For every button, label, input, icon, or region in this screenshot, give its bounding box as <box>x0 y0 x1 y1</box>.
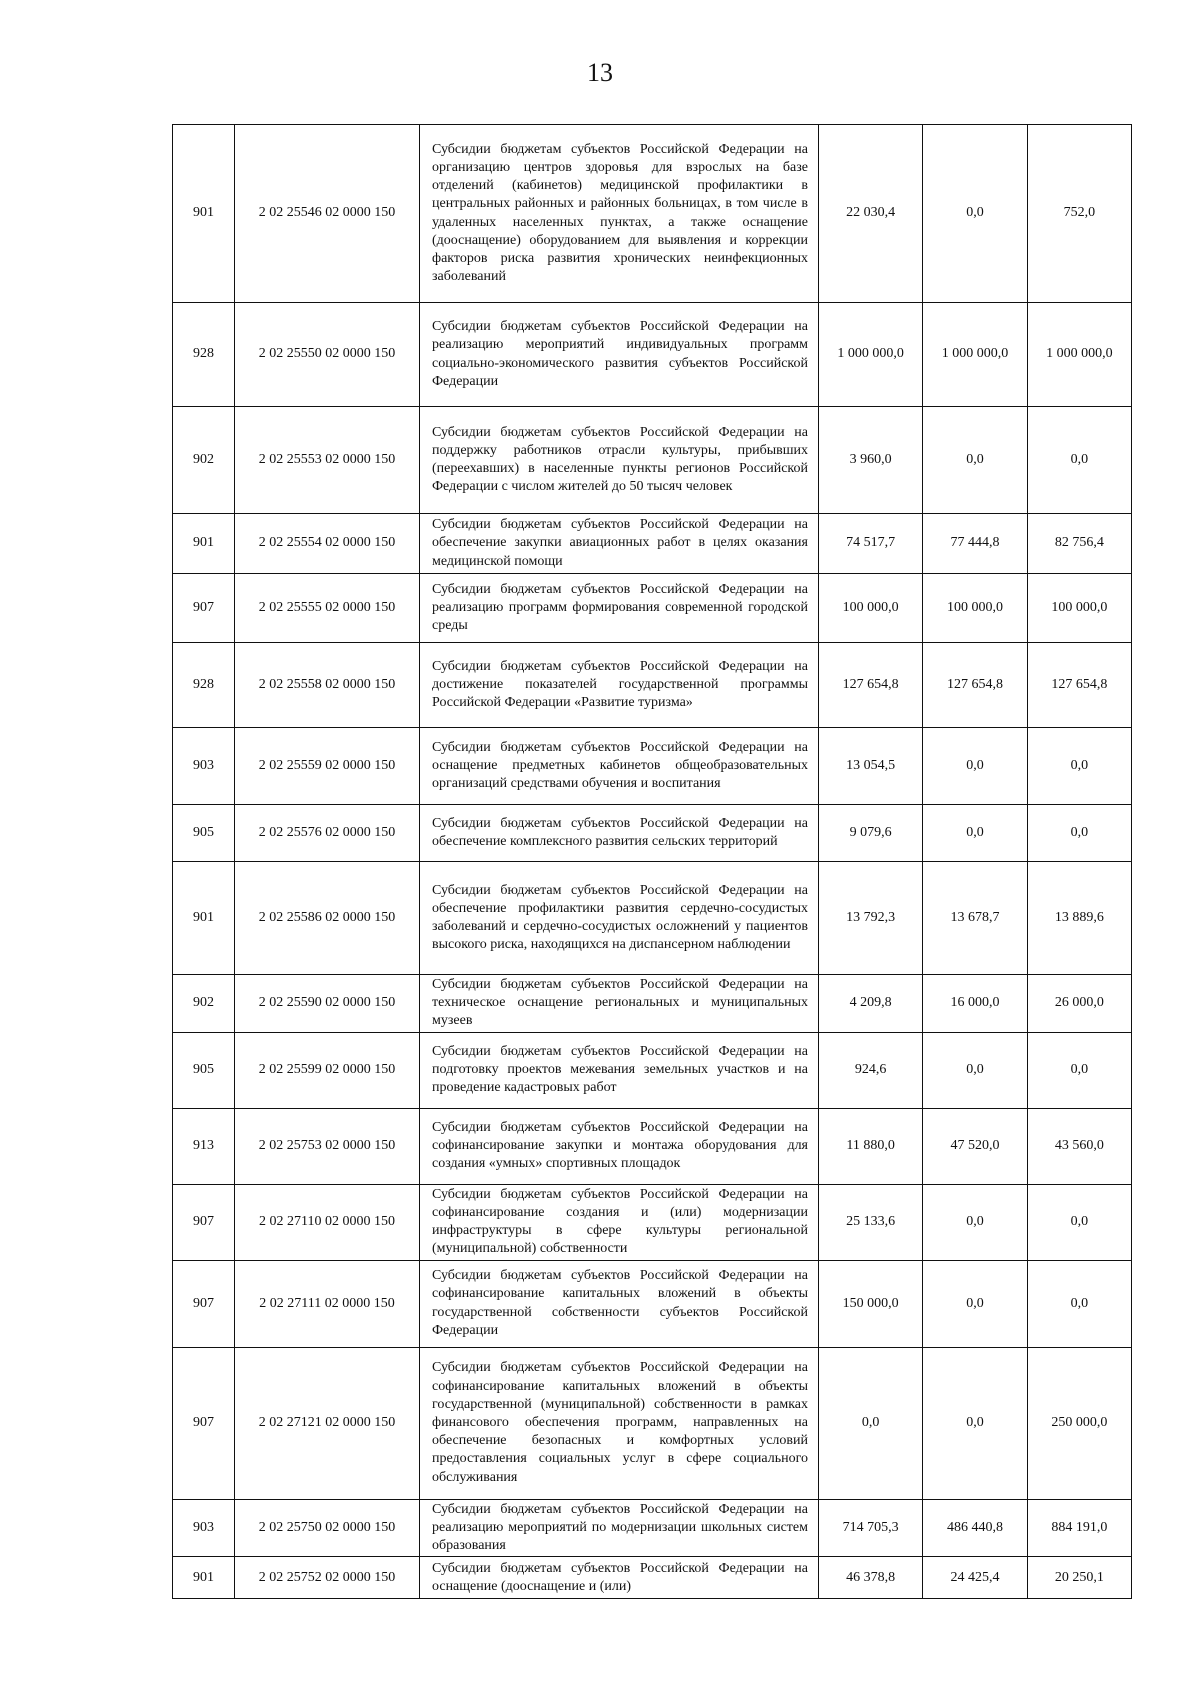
value-cell-2: 47 520,0 <box>923 1108 1027 1184</box>
table-row <box>173 407 1132 514</box>
description-cell: Субсидии бюджетам субъектов Российской Федерации на оснащение (дооснащение и (или) <box>420 1557 819 1599</box>
budget-code-cell: 2 02 25558 02 0000 150 <box>235 643 420 728</box>
value-cell-3: 13 889,6 <box>1027 862 1131 975</box>
value-cell-3: 752,0 <box>1027 125 1131 303</box>
value-cell-3: 0,0 <box>1027 728 1131 805</box>
table-row <box>173 1108 1132 1184</box>
value-cell-3: 26 000,0 <box>1027 975 1131 1033</box>
table-row <box>173 728 1132 805</box>
value-cell-1: 714 705,3 <box>819 1499 923 1557</box>
value-cell-1: 22 030,4 <box>819 125 923 303</box>
admin-code-cell: 903 <box>173 1499 235 1557</box>
value-cell-3: 884 191,0 <box>1027 1499 1131 1557</box>
description-cell: Субсидии бюджетам субъектов Российской Федерации на софинансирование капитальных вложений в объекты государственной (муниципальной) собственности в рамках финансового обеспечения программ, направленных на обеспечение безопасных и комфортных условий предоставления социальных услуг в сфере социального обслуживания <box>420 1347 819 1499</box>
value-cell-2: 127 654,8 <box>923 643 1027 728</box>
description-cell: Субсидии бюджетам субъектов Российской Федерации на техническое оснащение региональных и муниципальных музеев <box>420 975 819 1033</box>
value-cell-1: 150 000,0 <box>819 1260 923 1347</box>
description-cell: Субсидии бюджетам субъектов Российской Федерации на софинансирование капитальных вложений в объекты государственной собственности субъектов Российской Федерации <box>420 1260 819 1347</box>
value-cell-2: 13 678,7 <box>923 862 1027 975</box>
value-cell-1: 127 654,8 <box>819 643 923 728</box>
value-cell-3: 0,0 <box>1027 1032 1131 1108</box>
description-cell: Субсидии бюджетам субъектов Российской Федерации на обеспечение комплексного развития сельских территорий <box>420 805 819 862</box>
budget-table <box>172 124 1132 1599</box>
value-cell-1: 9 079,6 <box>819 805 923 862</box>
budget-code-cell: 2 02 25750 02 0000 150 <box>235 1499 420 1557</box>
value-cell-1: 13 792,3 <box>819 862 923 975</box>
table-row <box>173 643 1132 728</box>
table-row <box>173 1347 1132 1499</box>
value-cell-3: 0,0 <box>1027 407 1131 514</box>
value-cell-3: 43 560,0 <box>1027 1108 1131 1184</box>
value-cell-1: 25 133,6 <box>819 1184 923 1260</box>
description-cell: Субсидии бюджетам субъектов Российской Федерации на софинансирование создания и (или) модернизации инфраструктуры в сфере культуры региональной (муниципальной) собственности <box>420 1184 819 1260</box>
budget-code-cell: 2 02 25546 02 0000 150 <box>235 125 420 303</box>
value-cell-2: 0,0 <box>923 1032 1027 1108</box>
value-cell-1: 1 000 000,0 <box>819 303 923 407</box>
admin-code-cell: 907 <box>173 1184 235 1260</box>
budget-code-cell: 2 02 27110 02 0000 150 <box>235 1184 420 1260</box>
value-cell-3: 20 250,1 <box>1027 1557 1131 1599</box>
table-row <box>173 1260 1132 1347</box>
value-cell-1: 13 054,5 <box>819 728 923 805</box>
admin-code-cell: 903 <box>173 728 235 805</box>
table-row <box>173 1184 1132 1260</box>
budget-code-cell: 2 02 25553 02 0000 150 <box>235 407 420 514</box>
description-cell: Субсидии бюджетам субъектов Российской Федерации на подготовку проектов межевания земельных участков и на проведение кадастровых работ <box>420 1032 819 1108</box>
budget-code-cell: 2 02 25590 02 0000 150 <box>235 975 420 1033</box>
budget-code-cell: 2 02 25576 02 0000 150 <box>235 805 420 862</box>
admin-code-cell: 902 <box>173 407 235 514</box>
value-cell-3: 250 000,0 <box>1027 1347 1131 1499</box>
table-row <box>173 1557 1132 1599</box>
budget-code-cell: 2 02 25753 02 0000 150 <box>235 1108 420 1184</box>
value-cell-2: 486 440,8 <box>923 1499 1027 1557</box>
page-number: 13 <box>587 58 613 87</box>
description-cell: Субсидии бюджетам субъектов Российской Федерации на обеспечение закупки авиационных работ в целях оказания медицинской помощи <box>420 514 819 574</box>
table-row <box>173 975 1132 1033</box>
value-cell-2: 0,0 <box>923 407 1027 514</box>
description-cell: Субсидии бюджетам субъектов Российской Федерации на обеспечение профилактики развития сердечно-сосудистых заболеваний и сердечно-сосудистых осложнений у пациентов высокого риска, находящихся на диспансерном наблюдении <box>420 862 819 975</box>
value-cell-1: 924,6 <box>819 1032 923 1108</box>
value-cell-2: 0,0 <box>923 805 1027 862</box>
value-cell-2: 0,0 <box>923 1347 1027 1499</box>
admin-code-cell: 913 <box>173 1108 235 1184</box>
description-cell: Субсидии бюджетам субъектов Российской Федерации на достижение показателей государственной программы Российской Федерации «Развитие туризма» <box>420 643 819 728</box>
description-cell: Субсидии бюджетам субъектов Российской Федерации на реализацию мероприятий индивидуальных программ социально-экономического развития субъектов Российской Федерации <box>420 303 819 407</box>
value-cell-1: 11 880,0 <box>819 1108 923 1184</box>
budget-code-cell: 2 02 25559 02 0000 150 <box>235 728 420 805</box>
admin-code-cell: 928 <box>173 303 235 407</box>
admin-code-cell: 907 <box>173 1260 235 1347</box>
admin-code-cell: 905 <box>173 805 235 862</box>
description-cell: Субсидии бюджетам субъектов Российской Федерации на реализацию программ формирования современной городской среды <box>420 574 819 643</box>
budget-code-cell: 2 02 25550 02 0000 150 <box>235 303 420 407</box>
table-row <box>173 125 1132 303</box>
budget-code-cell: 2 02 25555 02 0000 150 <box>235 574 420 643</box>
value-cell-1: 100 000,0 <box>819 574 923 643</box>
table-row <box>173 1499 1132 1557</box>
admin-code-cell: 901 <box>173 862 235 975</box>
value-cell-3: 0,0 <box>1027 1260 1131 1347</box>
value-cell-2: 0,0 <box>923 1260 1027 1347</box>
value-cell-2: 0,0 <box>923 728 1027 805</box>
admin-code-cell: 905 <box>173 1032 235 1108</box>
table-row <box>173 805 1132 862</box>
admin-code-cell: 901 <box>173 125 235 303</box>
admin-code-cell: 902 <box>173 975 235 1033</box>
value-cell-2: 16 000,0 <box>923 975 1027 1033</box>
table-row <box>173 1032 1132 1108</box>
table-row <box>173 574 1132 643</box>
admin-code-cell: 901 <box>173 1557 235 1599</box>
description-cell: Субсидии бюджетам субъектов Российской Федерации на организацию центров здоровья для взрослых на базе отделений (кабинетов) медицинской профилактики в центральных районных и районных больницах, в том числе в удаленных населенных пунктах, а также оснащение (дооснащение) оборудованием для выявления и коррекции факторов риска развития хронических неинфекционных заболеваний <box>420 125 819 303</box>
value-cell-1: 3 960,0 <box>819 407 923 514</box>
value-cell-1: 0,0 <box>819 1347 923 1499</box>
value-cell-2: 1 000 000,0 <box>923 303 1027 407</box>
value-cell-3: 1 000 000,0 <box>1027 303 1131 407</box>
value-cell-2: 77 444,8 <box>923 514 1027 574</box>
description-cell: Субсидии бюджетам субъектов Российской Федерации на поддержку работников отрасли культуры, прибывших (переехавших) в населенные пункты регионов Российской Федерации с числом жителей до 50 тысяч человек <box>420 407 819 514</box>
description-cell: Субсидии бюджетам субъектов Российской Федерации на софинансирование закупки и монтажа оборудования для создания «умных» спортивных площадок <box>420 1108 819 1184</box>
description-cell: Субсидии бюджетам субъектов Российской Федерации на оснащение предметных кабинетов общеобразовательных организаций средствами обучения и воспитания <box>420 728 819 805</box>
budget-code-cell: 2 02 25554 02 0000 150 <box>235 514 420 574</box>
budget-code-cell: 2 02 25752 02 0000 150 <box>235 1557 420 1599</box>
admin-code-cell: 928 <box>173 643 235 728</box>
description-cell: Субсидии бюджетам субъектов Российской Федерации на реализацию мероприятий по модернизации школьных систем образования <box>420 1499 819 1557</box>
admin-code-cell: 907 <box>173 1347 235 1499</box>
budget-code-cell: 2 02 25599 02 0000 150 <box>235 1032 420 1108</box>
table-row <box>173 303 1132 407</box>
budget-code-cell: 2 02 27111 02 0000 150 <box>235 1260 420 1347</box>
value-cell-2: 100 000,0 <box>923 574 1027 643</box>
value-cell-3: 0,0 <box>1027 805 1131 862</box>
value-cell-1: 46 378,8 <box>819 1557 923 1599</box>
value-cell-1: 74 517,7 <box>819 514 923 574</box>
value-cell-3: 100 000,0 <box>1027 574 1131 643</box>
value-cell-2: 0,0 <box>923 1184 1027 1260</box>
table-row <box>173 862 1132 975</box>
budget-code-cell: 2 02 27121 02 0000 150 <box>235 1347 420 1499</box>
value-cell-2: 0,0 <box>923 125 1027 303</box>
value-cell-1: 4 209,8 <box>819 975 923 1033</box>
budget-code-cell: 2 02 25586 02 0000 150 <box>235 862 420 975</box>
admin-code-cell: 907 <box>173 574 235 643</box>
value-cell-3: 127 654,8 <box>1027 643 1131 728</box>
admin-code-cell: 901 <box>173 514 235 574</box>
value-cell-3: 82 756,4 <box>1027 514 1131 574</box>
value-cell-3: 0,0 <box>1027 1184 1131 1260</box>
value-cell-2: 24 425,4 <box>923 1557 1027 1599</box>
table-row <box>173 514 1132 574</box>
